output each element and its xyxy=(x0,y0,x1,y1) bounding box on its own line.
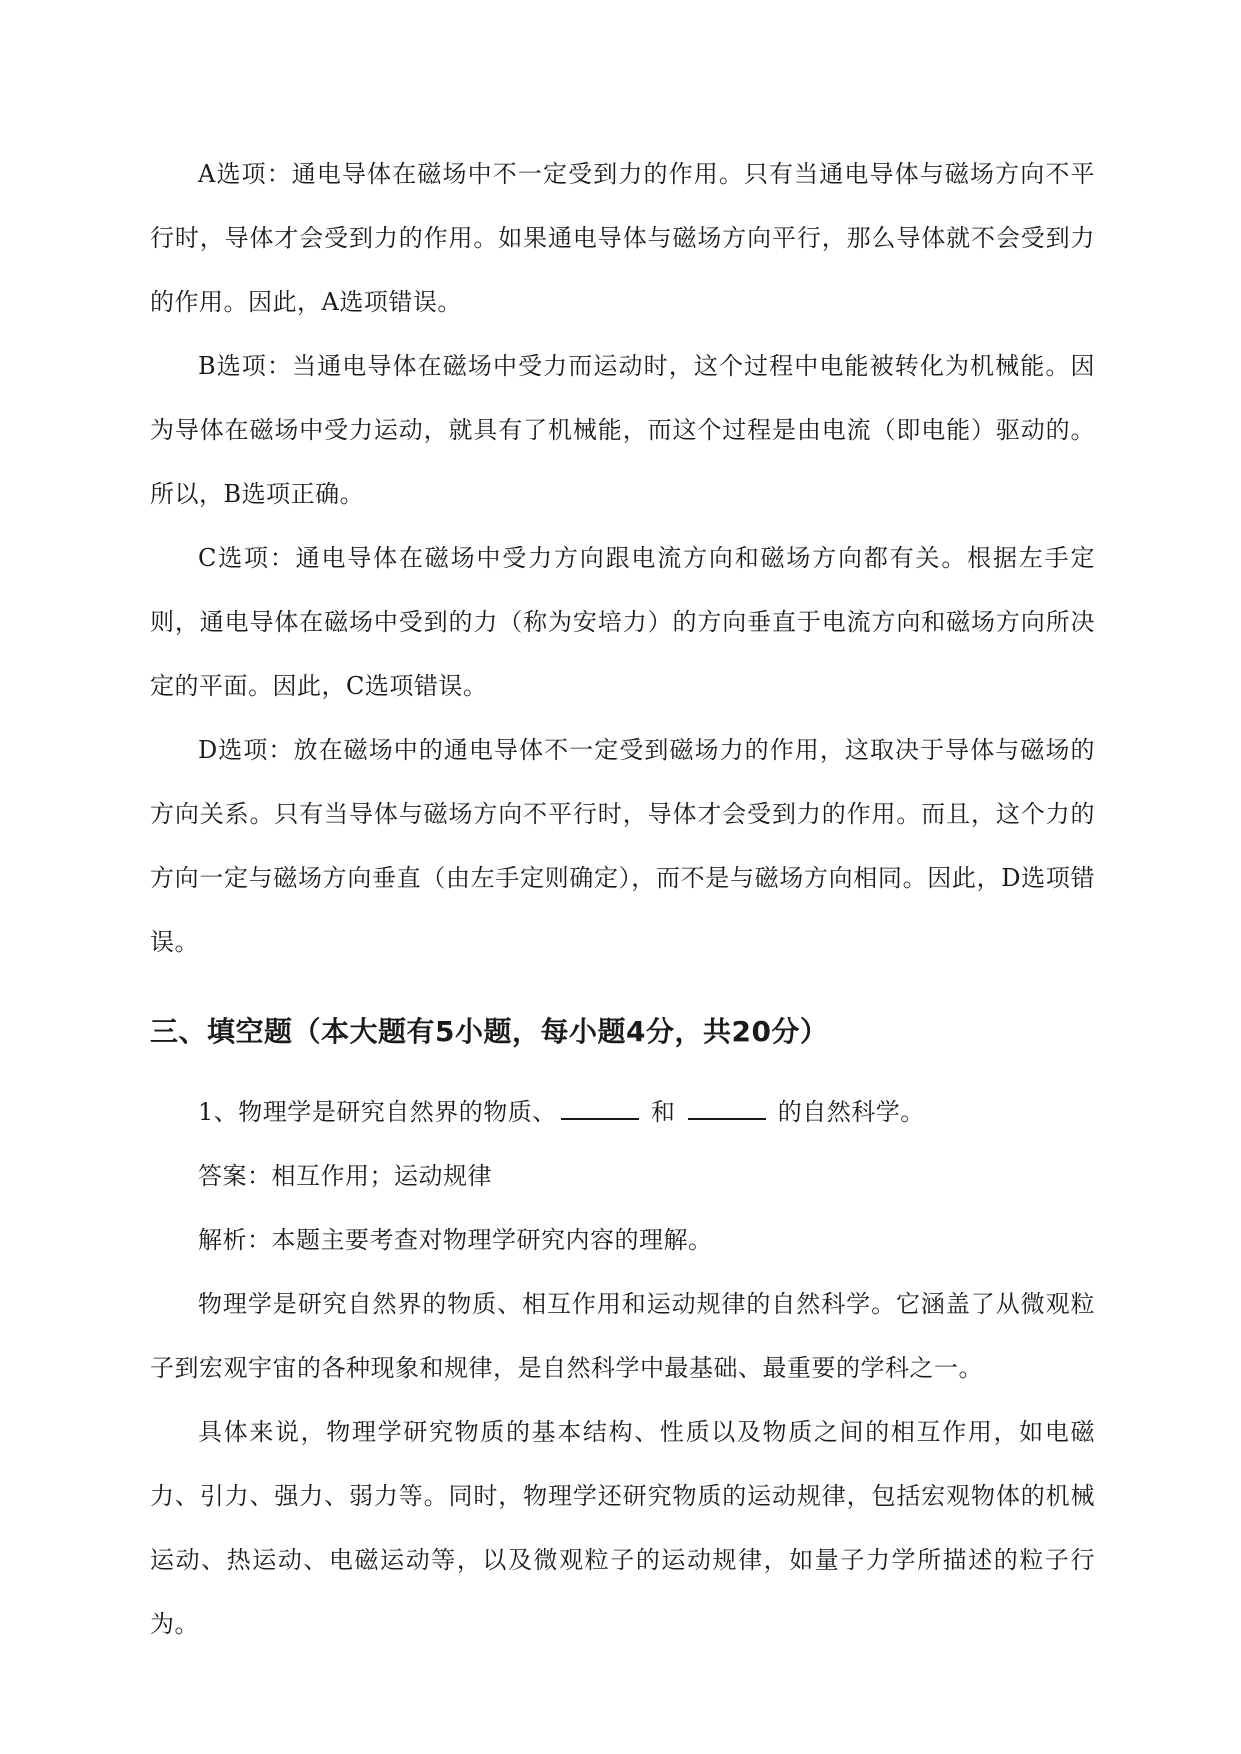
analysis-paragraph-1: 物理学是研究自然界的物质、相互作用和运动规律的自然科学。它涵盖了从微观粒子到宏观宇宙的各种现象和规律，是自然科学中最基础、最重要的学科之一。 xyxy=(150,1290,1095,1382)
section-heading: 三、填空题（本大题有5小题，每小题4分，共20分） xyxy=(150,1015,829,1048)
question-1 xyxy=(150,1080,1095,1144)
answer-blank-1 xyxy=(561,1098,639,1120)
option-c-explanation: C选项：通电导体在磁场中受力方向跟电流方向和磁场方向都有关。根据左手定则，通电导体在磁场中受到的力（称为安培力）的方向垂直于电流方向和磁场方向所决定的平面。因此，C选项错误。 xyxy=(150,544,1095,700)
question-1-text-middle: 和 xyxy=(650,1098,676,1126)
analysis-line: 解析：本题主要考查对物理学研究内容的理解。 xyxy=(198,1226,713,1254)
question-1-text-end: 的自然科学。 xyxy=(777,1098,925,1126)
analysis-paragraph-2: 具体来说，物理学研究物质的基本结构、性质以及物质之间的相互作用，如电磁力、引力、强力、弱力等。同时，物理学还研究物质的运动规律，包括宏观物体的机械运动、热运动、电磁运动等，以及微观粒子的运动规律，如量子力学所描述的粒子行为。 xyxy=(150,1418,1095,1638)
option-b-explanation: B选项：当通电导体在磁场中受力而运动时，这个过程中电能被转化为机械能。因为导体在磁场中受力运动，就具有了机械能，而这个过程是由电流（即电能）驱动的。所以，B选项正确。 xyxy=(150,352,1095,508)
document-content xyxy=(150,142,1095,1656)
answer-blank-2 xyxy=(688,1098,766,1120)
answer-line: 答案：相互作用；运动规律 xyxy=(198,1162,492,1190)
option-a-explanation: A选项：通电导体在磁场中不一定受到力的作用。只有当通电导体与磁场方向不平行时，导体才会受到力的作用。如果通电导体与磁场方向平行，那么导体就不会受到力的作用。因此，A选项错误。 xyxy=(150,160,1095,316)
question-1-text-start: 1、物理学是研究自然界的物质、 xyxy=(198,1098,557,1126)
option-d-explanation: D选项：放在磁场中的通电导体不一定受到磁场力的作用，这取决于导体与磁场的方向关系。只有当导体与磁场方向不平行时，导体才会受到力的作用。而且，这个力的方向一定与磁场方向垂直（由左手定则确定），而不是与磁场方向相同。因此，D选项错误。 xyxy=(150,736,1095,956)
